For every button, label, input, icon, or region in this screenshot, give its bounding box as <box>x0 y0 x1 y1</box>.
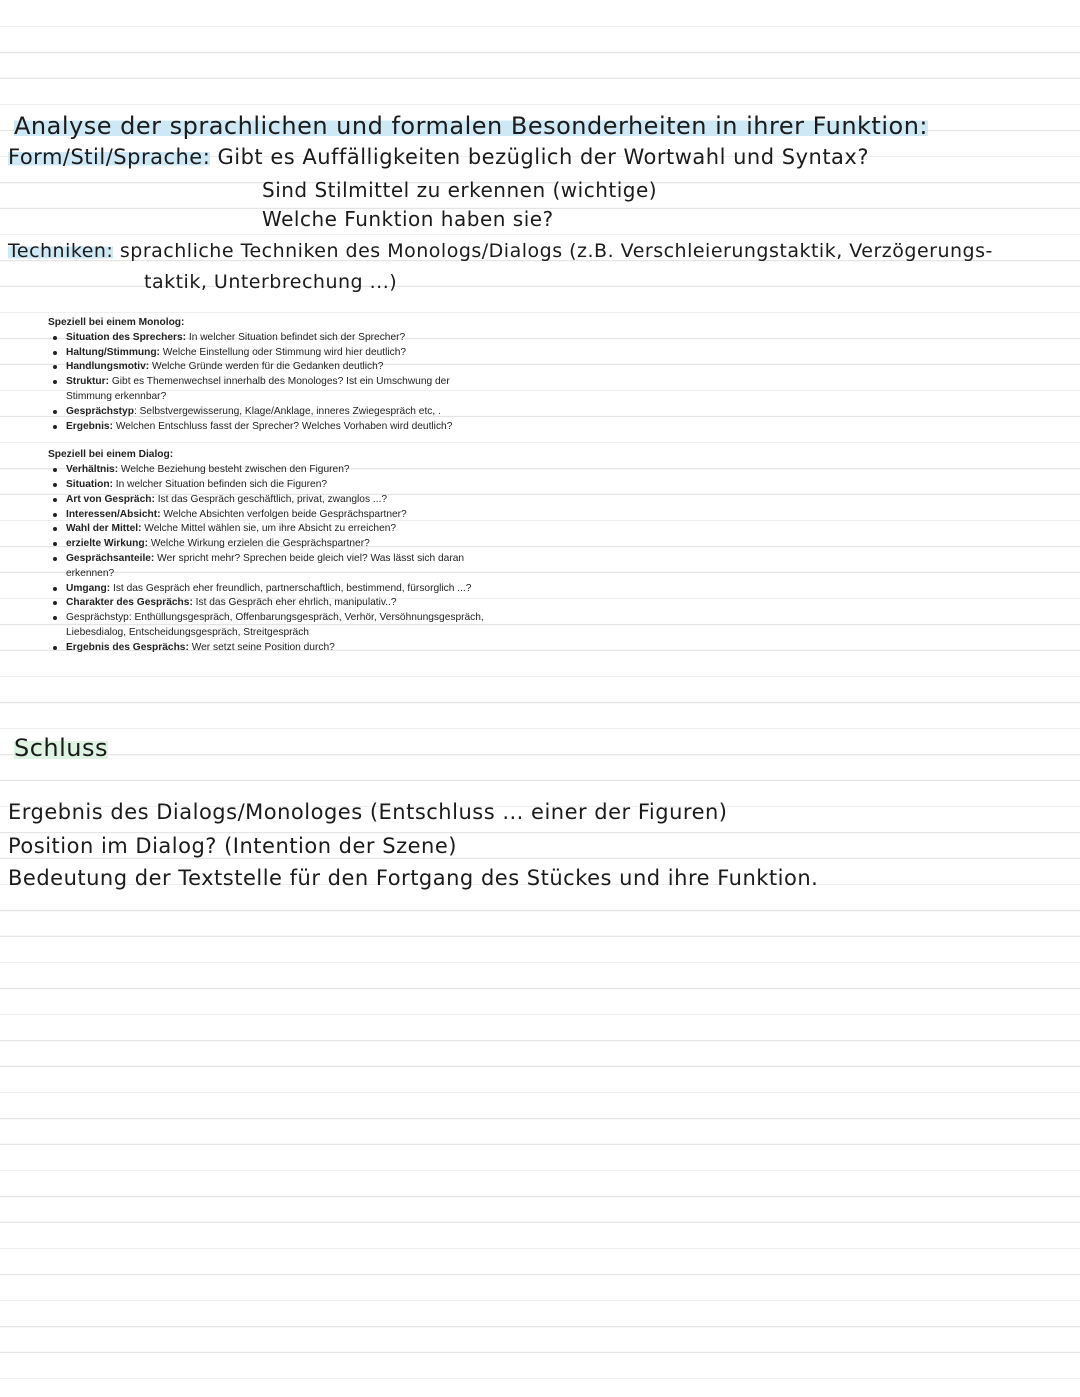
list-item: Ergebnis: Welchen Entschluss fasst der Sprecher? Welches Vorhaben wird deutlich? <box>66 420 488 435</box>
form-question-2: Sind Stilmittel zu erkennen (wichtige) <box>262 178 658 202</box>
schluss-heading <box>14 734 108 762</box>
list-item: Art von Gespräch: Ist das Gespräch geschäftlich, privat, zwanglos ...? <box>66 493 488 508</box>
list-item: erzielte Wirkung: Welche Wirkung erzielen die Gesprächspartner? <box>66 537 488 552</box>
list-item: Situation: In welcher Situation befinden sich die Figuren? <box>66 478 488 493</box>
analyse-heading <box>14 112 928 140</box>
form-question-3: Welche Funktion haben sie? <box>262 207 554 231</box>
techniken-text-2: taktik, Unterbrechung ...) <box>144 271 398 293</box>
schluss-heading-text: Schluss <box>14 734 109 762</box>
list-item: Verhältnis: Welche Beziehung besteht zwischen den Figuren? <box>66 463 488 478</box>
dialog-list <box>48 463 488 655</box>
techniken-text: sprachliche Techniken des Monologs/Dialogs (z.B. Verschleierungstaktik, Verzögerungs- <box>119 240 993 262</box>
list-item: Situation des Sprechers: In welcher Situation befindet sich der Sprecher? <box>66 331 488 346</box>
list-item: Haltung/Stimmung: Welche Einstellung oder Stimmung wird hier deutlich? <box>66 346 488 361</box>
list-item: Gesprächsanteile: Wer spricht mehr? Sprechen beide gleich viel? Was lässt sich daran erkennen? <box>66 552 488 582</box>
list-item: Charakter des Gesprächs: Ist das Gespräch eher ehrlich, manipulativ..? <box>66 596 488 611</box>
list-item: Interessen/Absicht: Welche Absichten verfolgen beide Gesprächspartner? <box>66 508 488 523</box>
list-item: Umgang: Ist das Gespräch eher freundlich, partnerschaftlich, bestimmend, fürsorglich ...? <box>66 582 488 597</box>
schluss-line-2: Position im Dialog? (Intention der Szene) <box>8 834 457 858</box>
list-item: Struktur: Gibt es Themenwechsel innerhalb des Monologes? Ist ein Umschwung der Stimmung erkennbar? <box>66 375 488 405</box>
dialog-title: Speziell bei einem Dialog: <box>48 449 174 461</box>
list-item: Gesprächstyp: Selbstvergewisserung, Klage/Anklage, inneres Zwiegespräch etc, . <box>66 405 488 420</box>
printed-guide <box>48 316 488 656</box>
schluss-line-1: Ergebnis des Dialogs/Monologes (Entschluss ... einer der Figuren) <box>8 800 728 824</box>
form-question-1: Gibt es Auffälligkeiten bezüglich der Wortwahl und Syntax? <box>217 145 869 169</box>
schluss-line-3: Bedeutung der Textstelle für den Fortgang des Stückes und ihre Funktion. <box>8 866 819 890</box>
form-label: Form/Stil/Sprache: <box>8 145 211 169</box>
techniken-line <box>8 240 993 262</box>
analyse-heading-text: Analyse der sprachlichen und formalen Besonderheiten in ihrer Funktion: <box>14 112 928 140</box>
monolog-list <box>48 331 488 435</box>
list-item: Ergebnis des Gesprächs: Wer setzt seine Position durch? <box>66 641 488 656</box>
form-line <box>8 145 869 169</box>
list-item: Wahl der Mittel: Welche Mittel wählen sie, um ihre Absicht zu erreichen? <box>66 522 488 537</box>
monolog-title: Speziell bei einem Monolog: <box>48 317 185 328</box>
list-item: Gesprächstyp: Enthüllungsgespräch, Offenbarungsgespräch, Verhör, Versöhnungsgespräch, Liebesdialog, Entscheidungsgespräch, Streitgespräch <box>66 611 488 641</box>
list-item: Handlungsmotiv: Welche Gründe werden für die Gedanken deutlich? <box>66 360 488 375</box>
techniken-label: Techniken: <box>8 240 114 262</box>
